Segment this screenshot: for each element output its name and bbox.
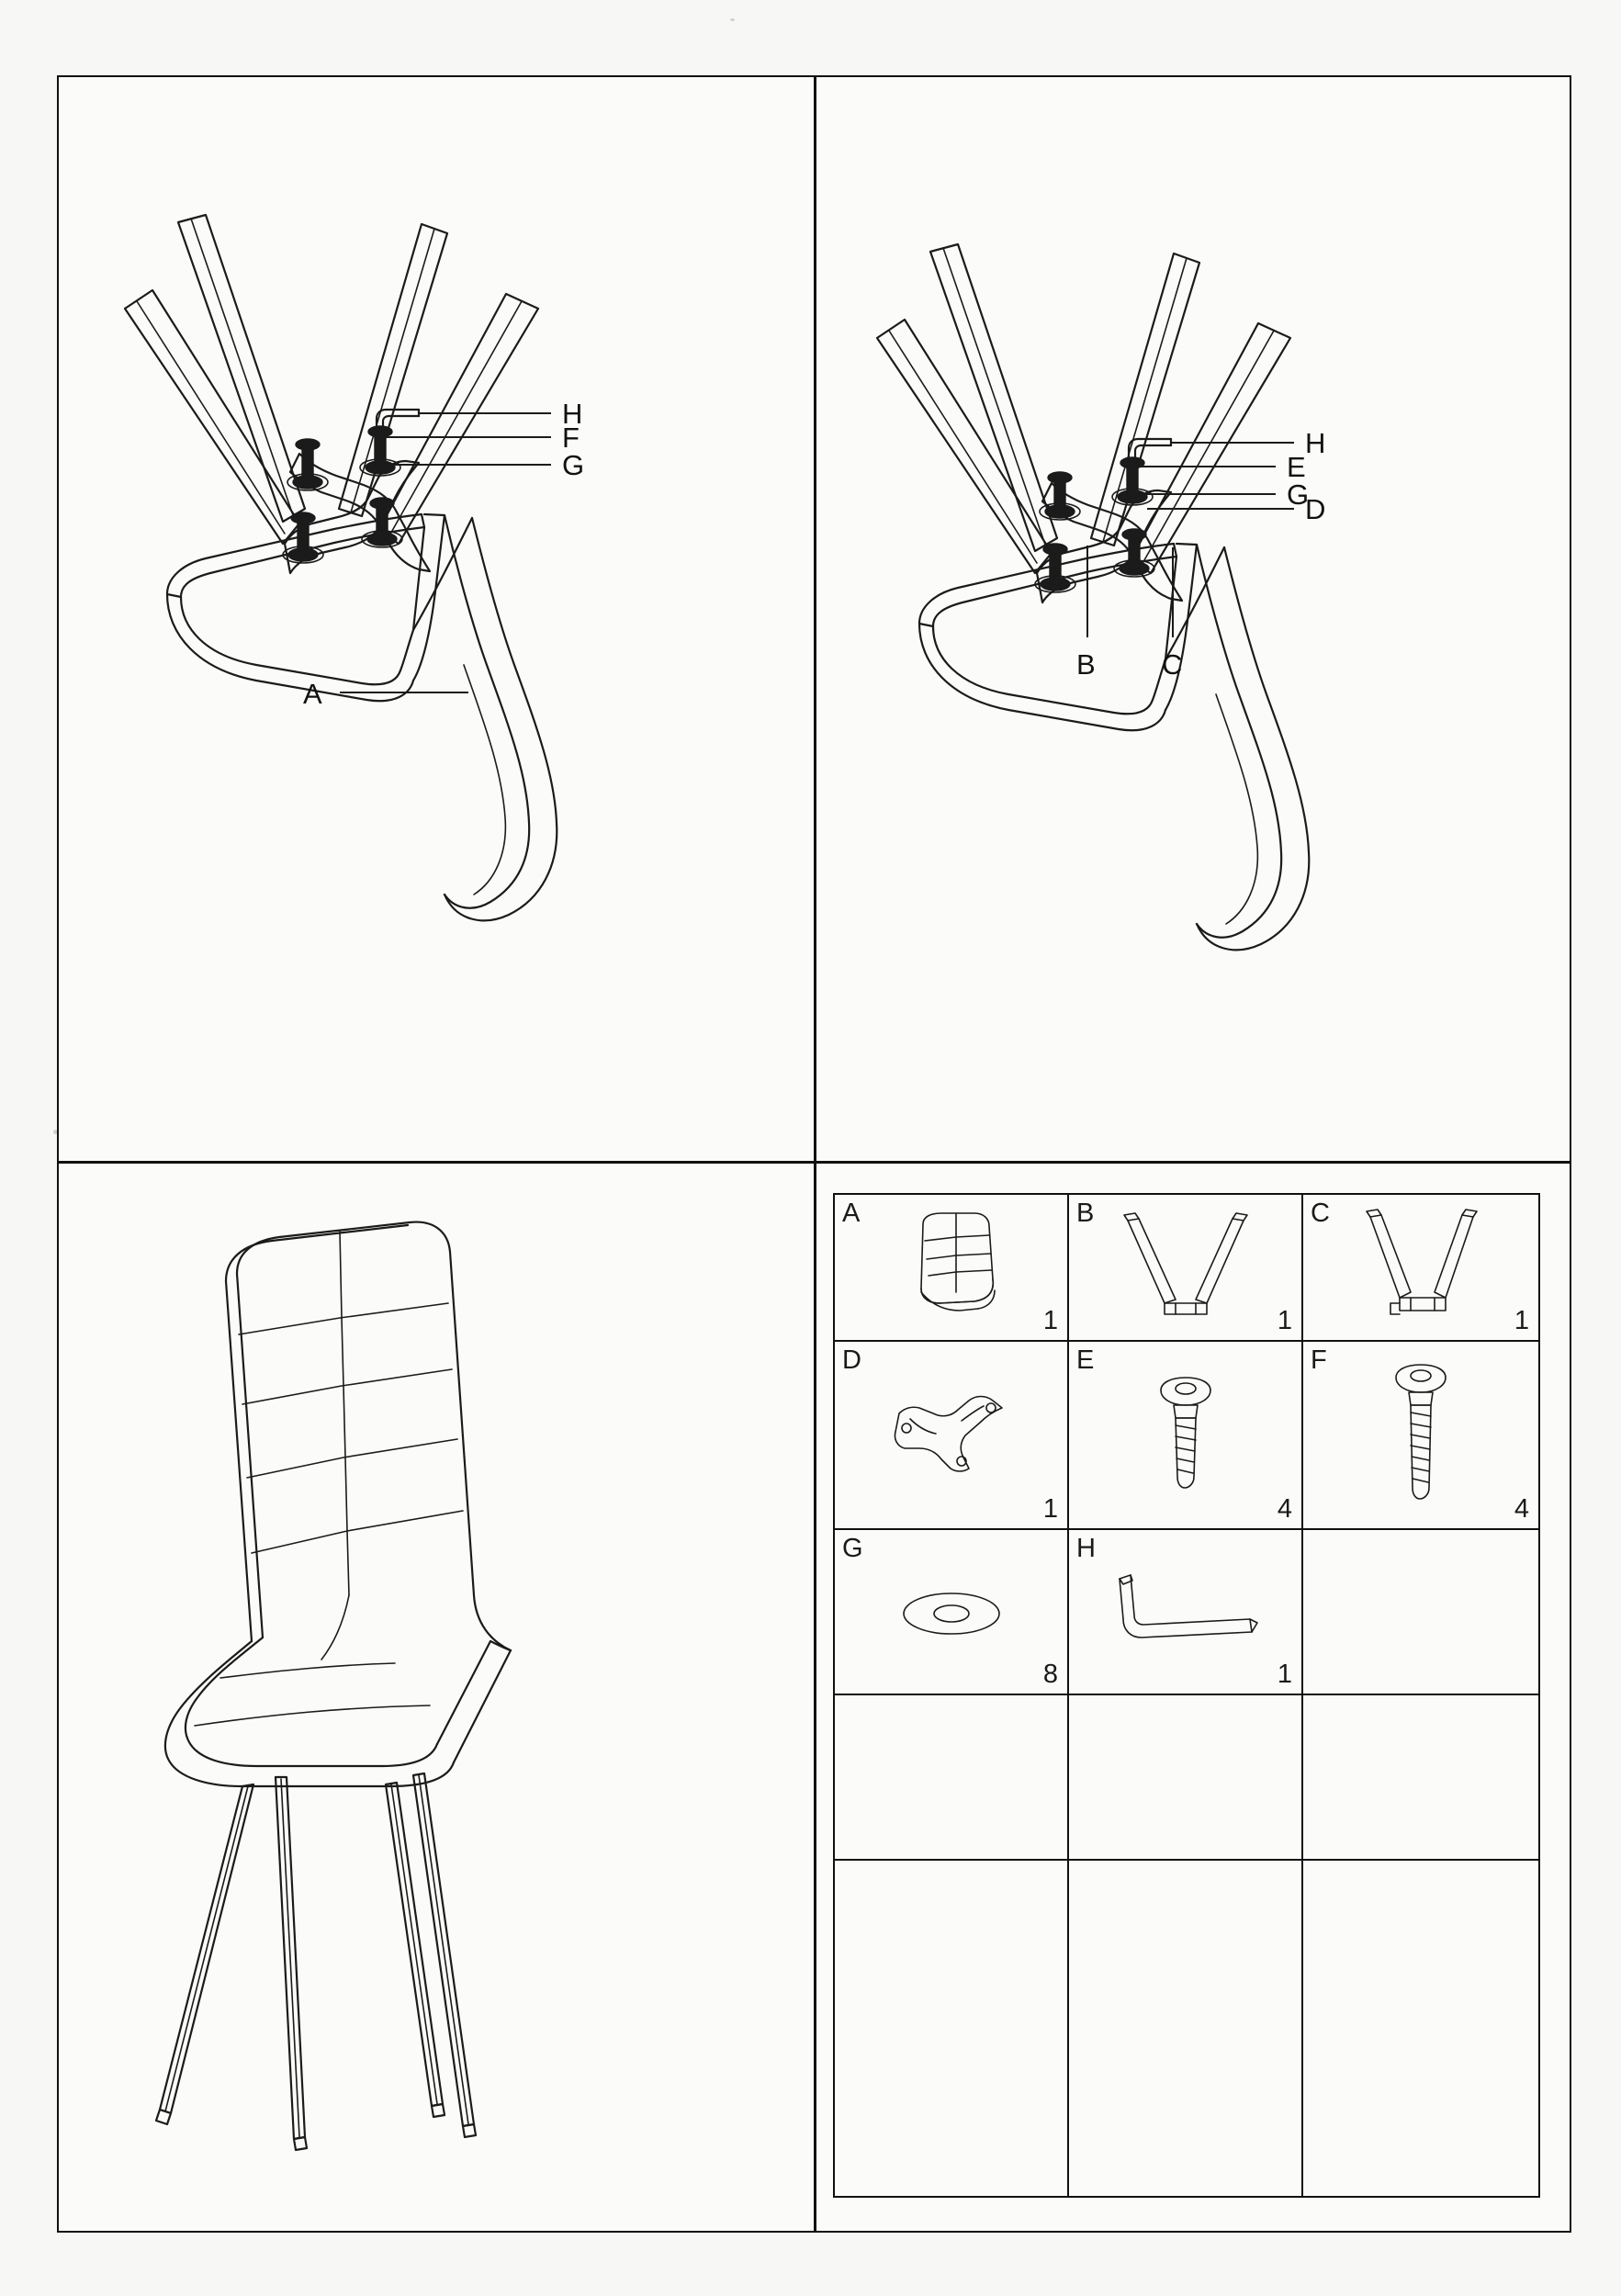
callout-label-c: C (1162, 648, 1183, 681)
part-qty: 1 (1277, 1660, 1292, 1689)
panel-step-2 (816, 77, 1570, 1161)
paper-speck (730, 18, 735, 21)
step-1-drawing (59, 77, 814, 1161)
step-2-drawing (816, 77, 1570, 1161)
part-cell-empty (1303, 1861, 1538, 2196)
washer-icon (835, 1530, 1067, 1694)
part-letter: C (1311, 1199, 1330, 1228)
part-cell-g (835, 1530, 1069, 1695)
callout-label-d: D (1305, 493, 1326, 525)
panel-step-1 (59, 77, 814, 1161)
part-letter: H (1076, 1534, 1096, 1563)
part-letter: F (1311, 1345, 1327, 1375)
part-cell-b (1069, 1195, 1303, 1342)
part-cell-f (1303, 1342, 1538, 1530)
part-cell-empty (835, 1695, 1069, 1861)
part-letter: E (1076, 1345, 1095, 1375)
callout-label-a: A (303, 678, 322, 710)
part-qty: 8 (1042, 1660, 1058, 1689)
part-cell-empty (1069, 1861, 1303, 2196)
part-cell-c (1303, 1195, 1538, 1342)
part-cell-empty (1303, 1695, 1538, 1861)
part-cell-e (1069, 1342, 1303, 1530)
sheet-border (57, 75, 1571, 2233)
part-qty: 4 (1514, 1494, 1529, 1524)
callout-label-f: F (562, 422, 580, 454)
callout-label-h: H (1305, 427, 1326, 459)
finished-chair-drawing (59, 1164, 814, 2231)
leg-frame-front-icon (1069, 1195, 1301, 1340)
part-cell-h (1069, 1530, 1303, 1695)
part-qty: 4 (1277, 1494, 1292, 1524)
callout-label-e: E (1287, 451, 1306, 483)
parts-list-table (833, 1193, 1540, 2198)
part-cell-d (835, 1342, 1069, 1530)
long-bolt-icon (1303, 1342, 1538, 1528)
callout-label-b: B (1076, 648, 1096, 681)
panel-parts-table (816, 1164, 1570, 2231)
seat-shell-icon (835, 1195, 1067, 1340)
callout-label-h: H (562, 398, 583, 430)
cross-bracket-icon (835, 1342, 1067, 1528)
part-qty: 1 (1277, 1306, 1292, 1335)
part-qty: 1 (1042, 1494, 1058, 1524)
callout-label-g: G (1287, 478, 1310, 511)
short-bolt-icon (1069, 1342, 1301, 1528)
part-qty: 1 (1514, 1306, 1529, 1335)
part-cell-empty (835, 1861, 1069, 2196)
part-qty: 1 (1042, 1306, 1058, 1335)
panel-finished-chair (59, 1164, 814, 2231)
part-cell-empty (1303, 1530, 1538, 1695)
part-letter: A (842, 1199, 861, 1228)
allen-key-icon (1069, 1530, 1301, 1694)
part-cell-empty (1069, 1695, 1303, 1861)
part-letter: G (842, 1534, 863, 1563)
part-cell-a (835, 1195, 1069, 1342)
callout-label-g: G (562, 449, 585, 481)
part-letter: B (1076, 1199, 1095, 1228)
leg-frame-rear-icon (1303, 1195, 1538, 1340)
part-letter: D (842, 1345, 861, 1375)
